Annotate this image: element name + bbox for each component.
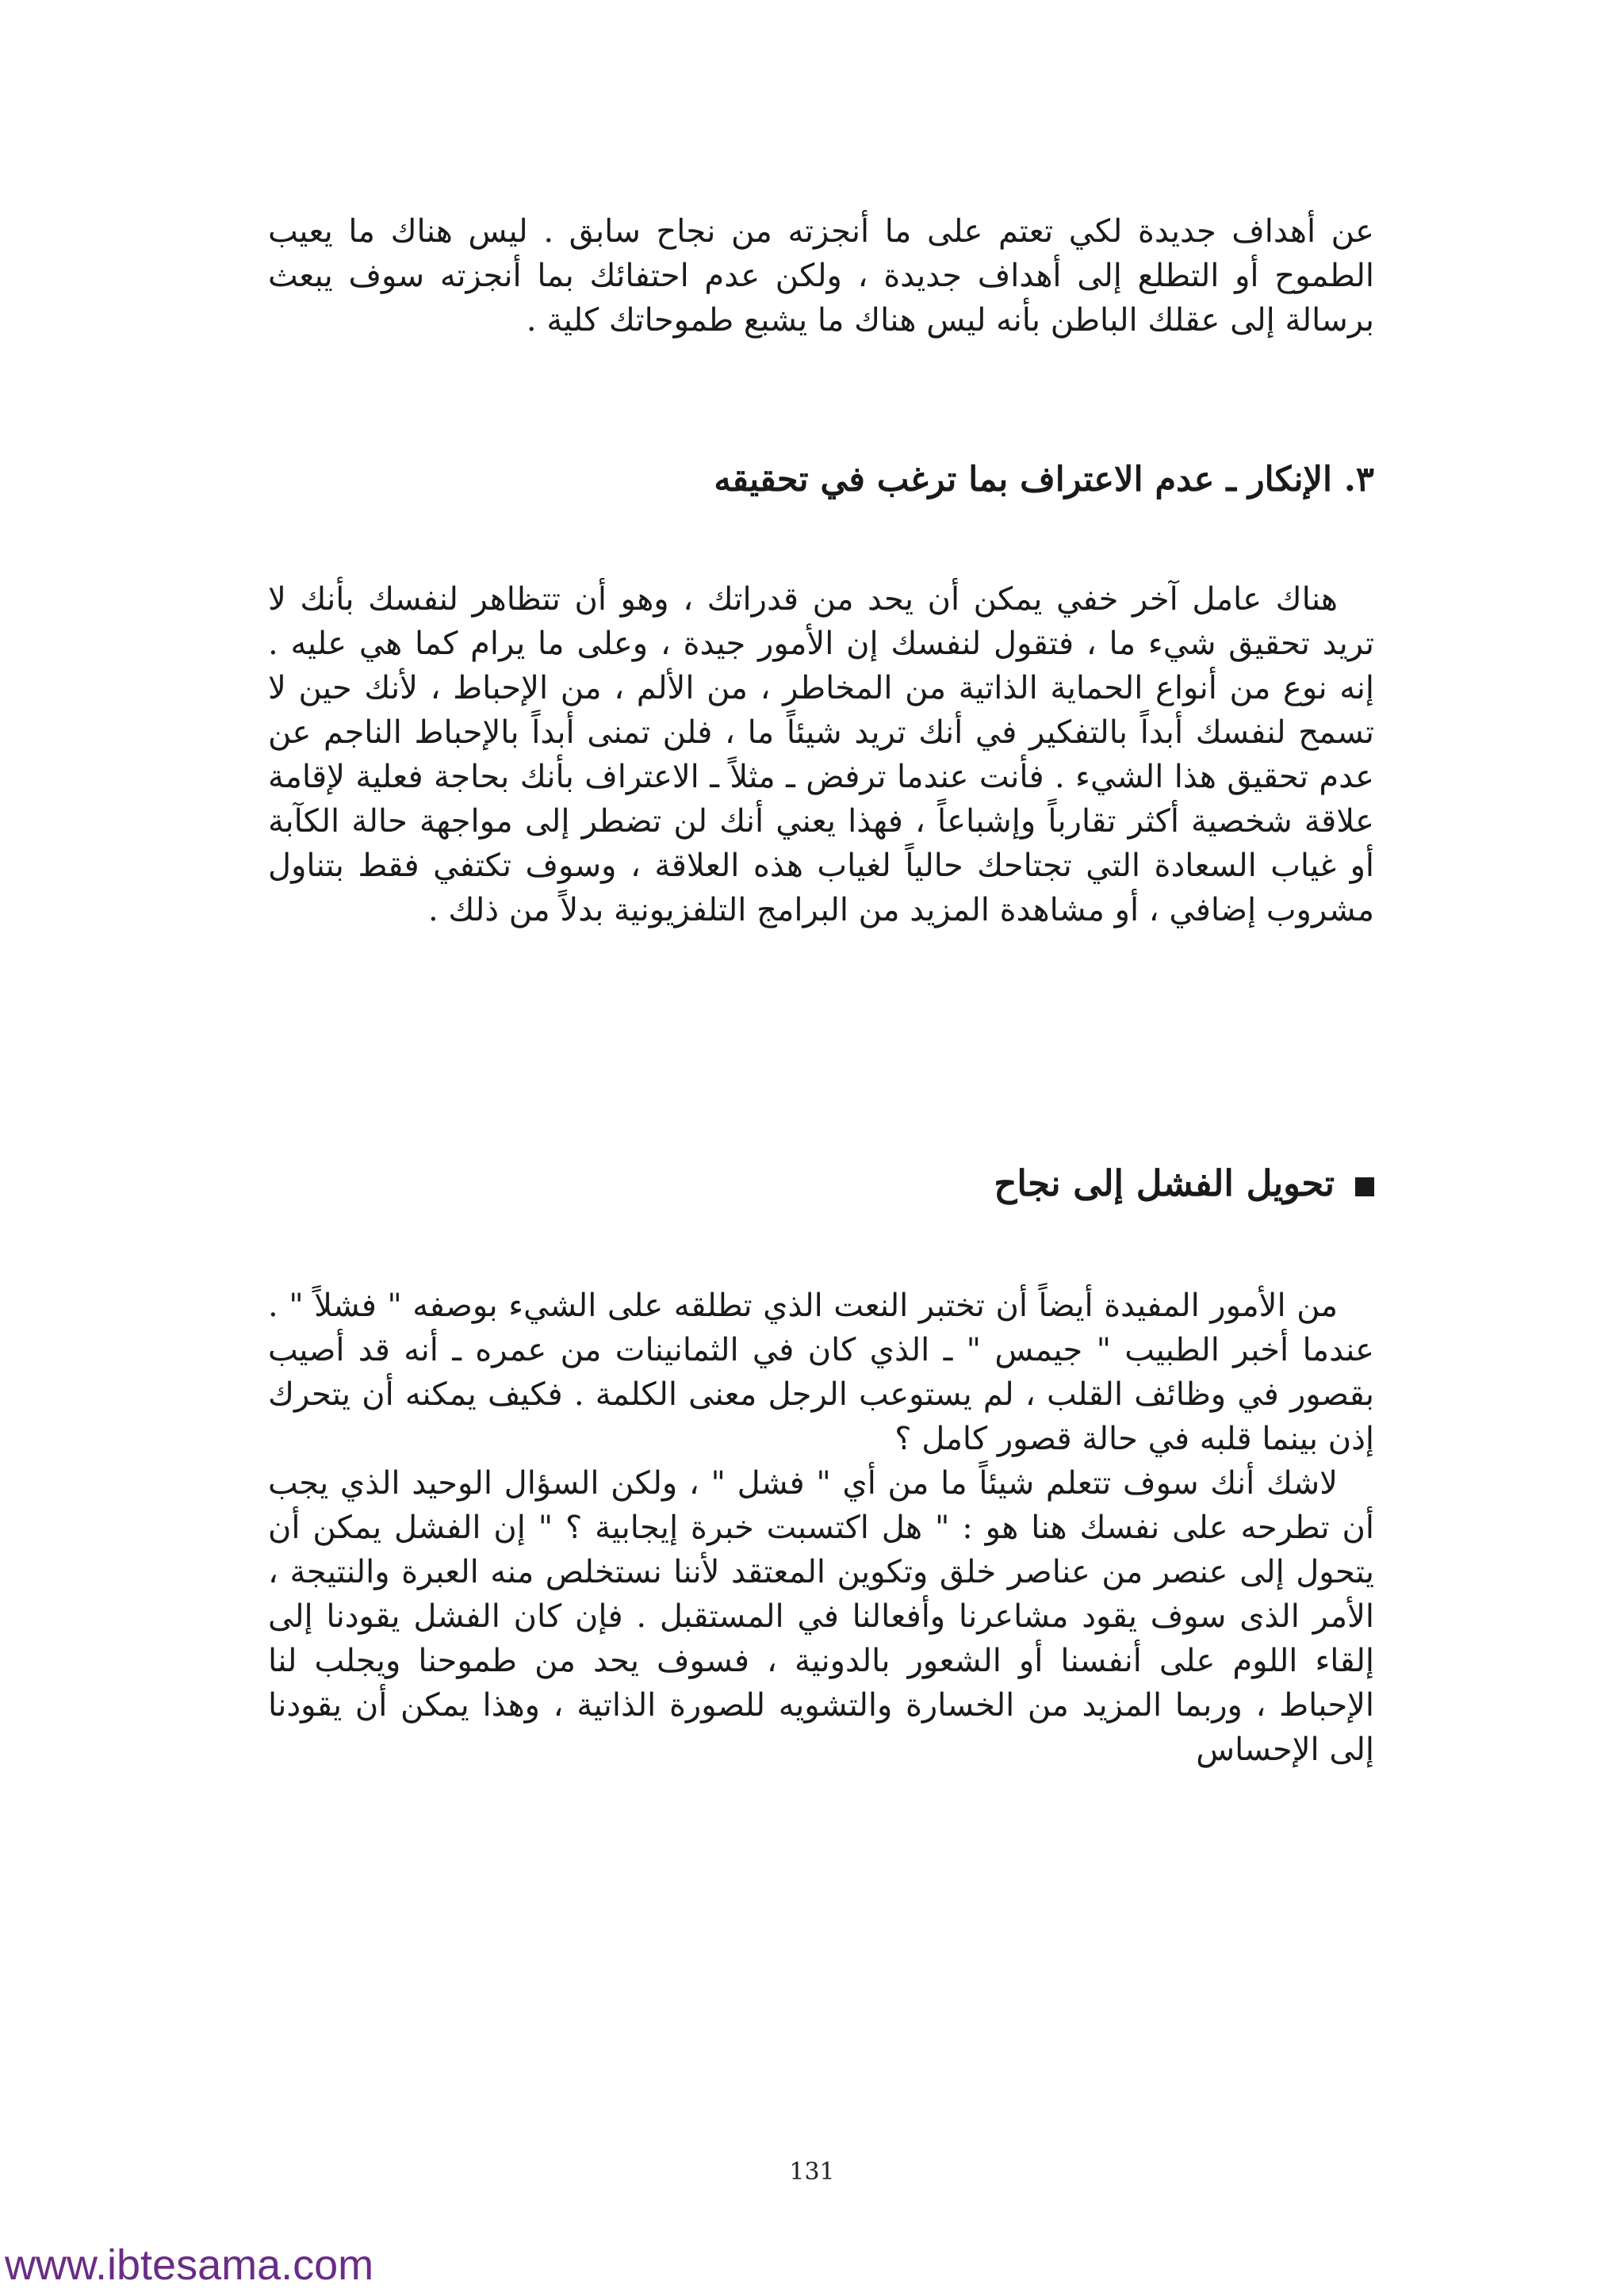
paragraph-3: من الأمور المفيدة أيضاً أن تختبر النعت الذي تطلقه على الشيء بوصفه " فشلاً " . عندما أخبر الطبيب " جيمس " ـ الذي كان في الثمانينات من عمره ـ أنه قد أصيب بقصور في وظائف القلب ، لم يستوعب الرجل معنى الكلمة . فكيف يمكنه أن يتحرك إذن بينما قلبه في حالة قصور كامل ؟ [268, 1288, 1374, 1457]
paragraph-1: عن أهداف جديدة لكي تعتم على ما أنجزته من نجاح سابق . ليس هناك ما يعيب الطموح أو التطلع إلى أهداف جديدة ، ولكن عدم احتفائك بما أنجزته سوف يبعث برسالة إلى عقلك الباطن بأنه ليس هناك ما يشبع طموحاتك كلية . [268, 213, 1374, 339]
page-number: 131 [789, 2158, 835, 2186]
watermark-url: www.ibtesama.com [5, 2241, 374, 2289]
text-block-denial [268, 577, 1374, 932]
text-block-failure [268, 1284, 1374, 1772]
numbered-heading: ٣. الإنكار ـ عدم الاعتراف بما ترغب في تحقيقه [714, 460, 1374, 499]
paragraph-2: هناك عامل آخر خفي يمكن أن يحد من قدراتك ، وهو أن تتظاهر لنفسك بأنك لا تريد تحقيق شيء ما ، فتقول لنفسك إن الأمور جيدة ، وعلى ما يرام كما هي عليه . إنه نوع من أنواع الحماية الذاتية من المخاطر ، من الألم ، من الإحباط ، لأنك حين لا تسمح لنفسك أبداً بالتفكير في أنك تريد شيئاً ما ، فلن تمنى أبداً بالإحباط الناجم عن عدم تحقيق هذا الشيء . فأنت عندما ترفض ـ مثلاً ـ الاعتراف بأنك بحاجة فعلية لإقامة علاقة شخصية أكثر تقارباً وإشباعاً ، فهذا يعني أنك لن تضطر إلى مواجهة حالة الكآبة أو غياب السعادة التي تجتاحك حالياً لغياب هذه العلاقة ، وسوف تكتفي فقط بتناول مشروب إضافي ، أو مشاهدة المزيد من البرامج التلفزيونية بدلاً من ذلك . [268, 581, 1375, 928]
paragraph-4: لاشك أنك سوف تتعلم شيئاً ما من أي " فشل " ، ولكن السؤال الوحيد الذي يجب أن تطرحه على نفسك هنا هو : " هل اكتسبت خبرة إيجابية ؟ " إن الفشل يمكن أن يتحول إلى عنصر من عناصر خلق وتكوين المعتقد لأننا نستخلص منه العبرة والنتيجة ، الأمر الذى سوف يقود مشاعرنا وأفعالنا في المستقبل . فإن كان الفشل يقودنا إلى إلقاء اللوم على أنفسنا أو الشعور بالدونية ، فسوف يحد من طموحنا ويجلب لنا الإحباط ، وربما المزيد من الخسارة والتشويه للصورة الذاتية ، وهذا يمكن أن يقودنا إلى الإحساس [268, 1465, 1374, 1768]
section-heading [268, 1158, 1374, 1210]
section-heading-text: تحويل الفشل إلى نجاح [994, 1162, 1335, 1204]
text-block-intro [268, 209, 1374, 342]
black-square-icon [1355, 1177, 1374, 1196]
